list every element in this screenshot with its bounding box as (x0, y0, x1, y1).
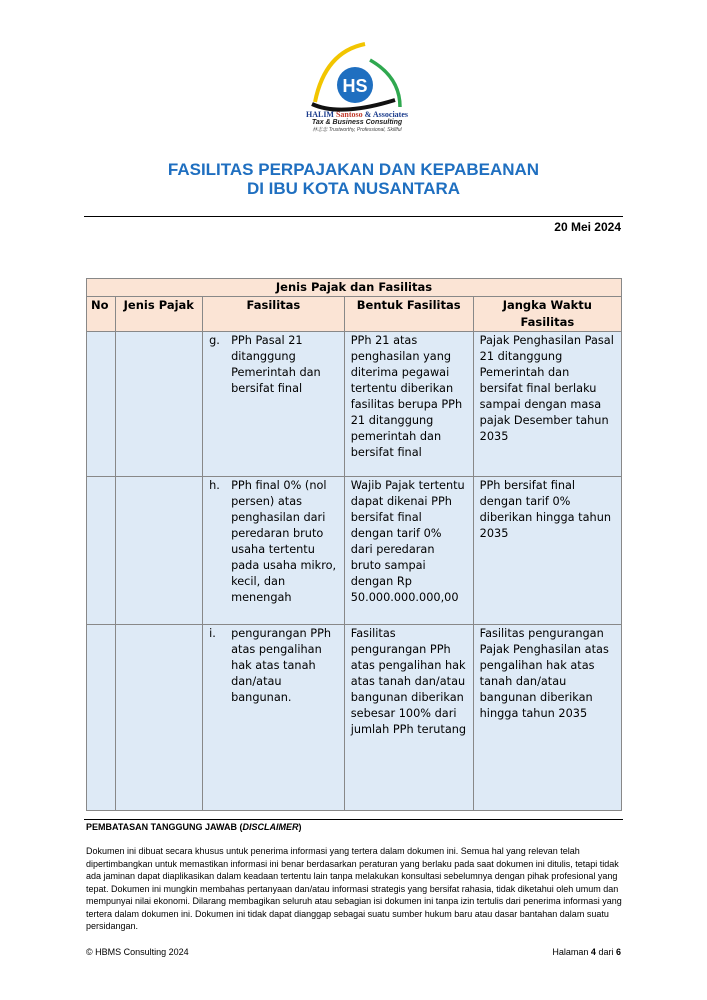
column-header-no: No (87, 297, 116, 332)
column-header-bentuk: Bentuk Fasilitas (344, 297, 473, 332)
cell-no (87, 477, 116, 625)
column-header-jenis-pajak: Jenis Pajak (115, 297, 203, 332)
fasilitas-text: PPh Pasal 21 ditanggung Pemerintah dan bersifat final (231, 334, 321, 395)
page-of: dari (598, 947, 614, 957)
table-row (87, 625, 622, 811)
document-date: 20 Mei 2024 (554, 220, 621, 234)
logo-name: HALIM (305, 110, 334, 119)
logo-name-3: & Associates (364, 110, 408, 119)
column-header-jangka: Jangka Waktu Fasilitas (473, 297, 621, 332)
page-label: Halaman (552, 947, 589, 957)
logo-subtitle: Tax & Business Consulting (311, 119, 403, 126)
facilities-table (86, 278, 622, 811)
item-letter: i. (209, 627, 216, 640)
cell-jenis (115, 477, 203, 625)
logo-text (292, 110, 422, 133)
table-row (87, 332, 622, 477)
svg-text:HS: HS (342, 76, 368, 96)
disclaimer-heading (86, 822, 302, 832)
cell-jenis (115, 332, 203, 477)
logo-tagline: 林志忠 Trustworthy, Professional, Skillful (312, 127, 402, 133)
table-group-header: Jenis Pajak dan Fasilitas (87, 279, 622, 297)
cell-bentuk: Fasilitas pengurangan PPh atas pengalihan hak atas tanah dan/atau bangunan diberikan sebesar 100% dari jumlah PPh terutang (344, 625, 473, 811)
cell-jangka: Pajak Penghasilan Pasal 21 ditanggung Pemerintah dan bersifat final berlaku sampai dengan masa pajak Desember tahun 2035 (473, 332, 621, 477)
page-number (552, 947, 621, 957)
cell-no (87, 332, 116, 477)
item-letter: h. (209, 479, 220, 492)
cell-bentuk: Wajib Pajak tertentu dapat dikenai PPh bersifat final dengan tarif 0% dari peredaran bruto sampai dengan Rp 50.000.000.000,00 (344, 477, 473, 625)
disclaimer-heading-em: DISCLAIMER (242, 822, 299, 832)
cell-jangka: PPh bersifat final dengan tarif 0% diberikan hingga tahun 2035 (473, 477, 621, 625)
column-header-fasilitas: Fasilitas (203, 297, 345, 332)
item-letter: g. (209, 334, 220, 347)
cell-fasilitas (203, 332, 345, 477)
disclaimer-text: Dokumen ini dibuat secara khusus untuk penerima informasi yang tertera dalam dokumen ini. Semua hal yang relevan telah dipertimbangkan untuk memastikan informasi ini benar berdasarkan peraturan yang berlaku pada saat dokumen ini ditulis, tetapi tidak ada jaminan dapat diaplikasikan dalam keadaan tertentu lain tanpa melakukan konsultasi sebelumnya dengan pihak profesional yang tepat. Dokumen ini mungkin membahas pertanyaan dan/atau informasi strategis yang bersifat rahasia, tidak diketahui oleh umum dan mempunyai nilai ekonomi. Dilarang membagikan seluruh atau sebagian isi dokumen ini tanpa izin tertulis dari penerima informasi yang tertera dalam dokumen ini. Dokumen ini tidak dapat dianggap sebagai suatu sumber hukum baru atau dasar bantahan dalam suatu persidangan. (86, 846, 622, 931)
cell-fasilitas (203, 625, 345, 811)
fasilitas-text: PPh final 0% (nol persen) atas penghasilan dari peredaran bruto usaha tertentu pada usaha mikro, kecil, dan menengah (231, 479, 337, 604)
page-title (0, 160, 707, 198)
title-line-1: FASILITAS PERPAJAKAN DAN KEPABEANAN (167, 160, 540, 179)
page-current: 4 (590, 947, 596, 957)
cell-fasilitas (203, 477, 345, 625)
title-line-2: DI IBU KOTA NUSANTARA (246, 179, 461, 198)
cell-jenis (115, 625, 203, 811)
page-total: 6 (615, 947, 621, 957)
divider (84, 216, 623, 217)
fasilitas-text: pengurangan PPh atas pengalihan hak atas tanah dan/atau bangunan. (231, 627, 332, 704)
divider (84, 819, 623, 820)
cell-no (87, 625, 116, 811)
footer-copyright: © HBMS Consulting 2024 (86, 947, 189, 957)
disclaimer-heading-close: ) (298, 822, 302, 832)
logo-name-2: Santoso (335, 110, 363, 119)
disclaimer-heading-text: PEMBATASAN TANGGUNG JAWAB ( (86, 822, 243, 832)
cell-bentuk: PPh 21 atas penghasilan yang diterima pegawai tertentu diberikan fasilitas berupa PPh 21 ditanggung pemerintah dan bersifat final (344, 332, 473, 477)
cell-jangka: Fasilitas pengurangan Pajak Penghasilan atas pengalihan hak atas tanah dan/atau bangunan diberikan hingga tahun 2035 (473, 625, 621, 811)
table-row (87, 477, 622, 625)
